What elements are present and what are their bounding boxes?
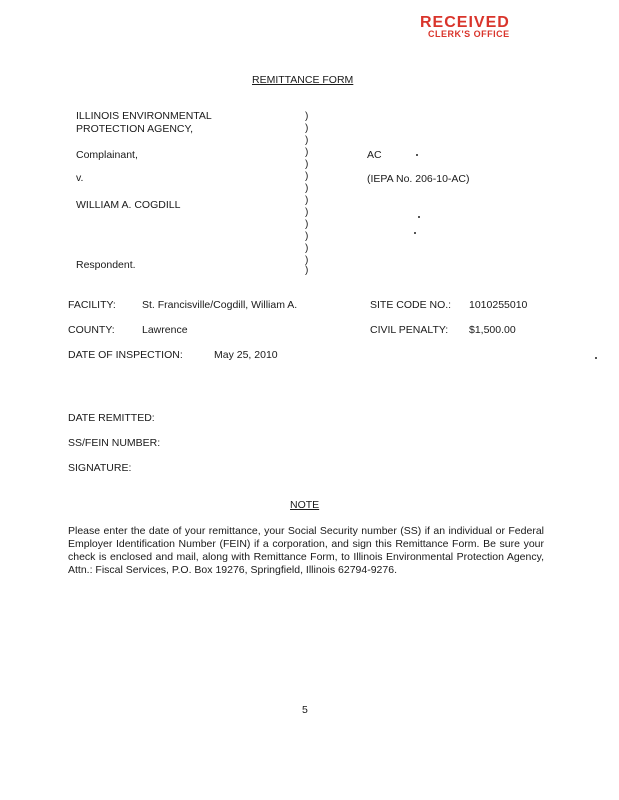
- signature-label: SIGNATURE:: [68, 462, 132, 474]
- paren: ): [305, 243, 309, 254]
- paren: ): [305, 111, 309, 122]
- paren: ): [305, 183, 309, 194]
- facility-label: FACILITY:: [68, 299, 116, 311]
- received-stamp: RECEIVED: [420, 14, 510, 31]
- paren: ): [305, 159, 309, 170]
- page-number: 5: [302, 704, 308, 716]
- paren: ): [305, 171, 309, 182]
- paren: ): [305, 207, 309, 218]
- versus-label: v.: [76, 172, 84, 184]
- agency-line-2: PROTECTION AGENCY,: [76, 123, 194, 135]
- facility-value: St. Francisville/Cogdill, William A.: [142, 299, 298, 311]
- paren: ): [305, 123, 309, 134]
- paren: ): [305, 135, 309, 146]
- agency-line-1: ILLINOIS ENVIRONMENTAL: [76, 110, 212, 122]
- county-label: COUNTY:: [68, 324, 115, 336]
- site-code-label: SITE CODE NO.:: [370, 299, 452, 311]
- respondent-label: Respondent.: [76, 259, 136, 271]
- inspection-value: May 25, 2010: [214, 349, 278, 361]
- paren: ): [305, 231, 309, 242]
- date-remitted-label: DATE REMITTED:: [68, 412, 155, 424]
- note-title: NOTE: [290, 499, 320, 511]
- paren: ): [305, 195, 309, 206]
- respondent-name: WILLIAM A. COGDILL: [76, 199, 181, 211]
- civil-penalty-label: CIVIL PENALTY:: [370, 324, 449, 336]
- note-text: Please enter the date of your remittance, your Social Security number (SS) if an individual or Federal Employer Identification Number (FEIN) if a corporation, and sign this Remittance Form. Be sure your check is enclosed and mail, along with Remittance Form, to Illinois Environmental Protection Agency, Attn.: Fiscal Services, P.O. Box 19276, Springfield, Illinois 62794-9276.: [68, 525, 544, 576]
- case-ac: AC: [367, 149, 382, 161]
- iepa-number: (IEPA No. 206-10-AC): [367, 173, 470, 185]
- site-code-value: 1010255010: [469, 299, 528, 311]
- inspection-label: DATE OF INSPECTION:: [68, 349, 183, 361]
- county-value: Lawrence: [142, 324, 188, 336]
- paren: ): [305, 255, 309, 266]
- clerks-office-stamp: CLERK'S OFFICE: [428, 29, 510, 37]
- paren: ): [305, 219, 309, 230]
- ss-fein-label: SS/FEIN NUMBER:: [68, 437, 161, 449]
- paren: ): [305, 147, 309, 158]
- civil-penalty-value: $1,500.00: [469, 324, 516, 336]
- paren: ): [305, 265, 309, 276]
- complainant-label: Complainant,: [76, 149, 138, 161]
- form-title: REMITTANCE FORM: [252, 74, 354, 86]
